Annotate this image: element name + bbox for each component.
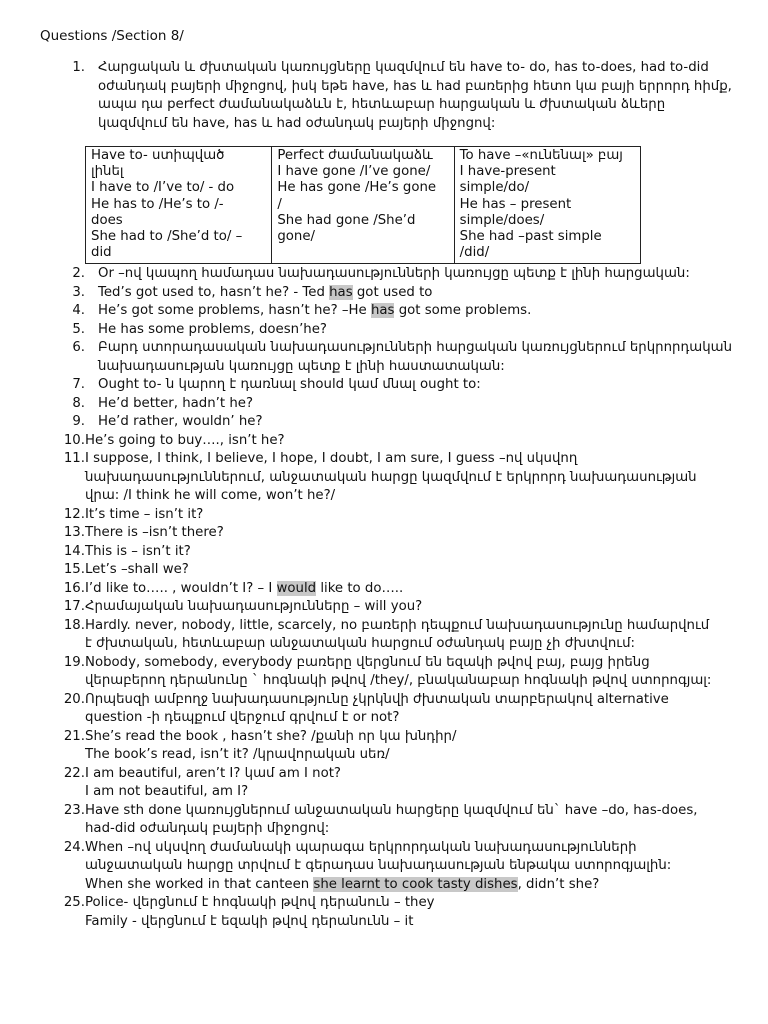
- cell-line: She had to /She’d to/ –: [91, 229, 243, 245]
- item-line: Ted’s got used to, hasn’t he? - Ted has got used to: [98, 284, 433, 300]
- list-item-11: [40, 450, 748, 506]
- list-item-3: [40, 284, 748, 303]
- list-item-19: [40, 654, 748, 691]
- item-line: had-did օժանդակ բայերի միջոցով:: [85, 821, 330, 837]
- item-line: It’s time – isn’t it?: [85, 506, 204, 522]
- item-line: When –ով սկսվող ժամանակի պարագա երկրորդական նախադասությունների: [85, 839, 637, 855]
- list-item-21: [40, 728, 748, 765]
- item-line: This is – isn’t it?: [85, 543, 191, 559]
- list-item-10: [40, 432, 748, 451]
- cell-line: simple/do/: [459, 180, 530, 196]
- highlighted-text: has: [329, 284, 353, 300]
- item-line: question -ի դեպքում վերջում գրվում է or not?: [85, 710, 400, 726]
- item-number: 14.: [63, 543, 85, 559]
- list-item-1: [40, 59, 748, 133]
- item-1-line: կազմվում են have, has և had օժանդակ բայերի միջոցով:: [98, 115, 496, 131]
- item-number: 19.: [63, 654, 85, 670]
- item-1-line: ապա դա perfect ժամանակաձևն է, հետևաբար հարցական և ժխտական ձևերը: [98, 97, 666, 112]
- list-item-17: [40, 598, 748, 617]
- item-number: 7.: [72, 377, 85, 393]
- item-line: է ժխտական, հետևաբար անջատական հարցում օժանդակ բայը չի ժխտվում:: [85, 636, 635, 652]
- list-item-4: [40, 302, 748, 321]
- cell-line: /: [277, 196, 282, 212]
- list-item-20: [40, 691, 748, 728]
- item-line: Բարդ ստորադասական նախադասությունների հարցական կառույցներում երկրորդական: [98, 340, 733, 356]
- cell-line: To have –«ունենալ» բայ: [459, 148, 623, 163]
- item-line: She’s read the book , hasn’t she? /քանի որ կա խնդիր/: [85, 728, 457, 744]
- item-number: 25.: [63, 895, 85, 911]
- list-item-6: [40, 339, 748, 376]
- cell-line: Have to- ստիպված: [91, 148, 225, 163]
- item-number: 3.: [72, 284, 85, 300]
- cell-line: He has to /He’s to /-: [91, 196, 224, 212]
- item-number: 23.: [63, 802, 85, 818]
- cell-line: I have to /I’ve to/ - do: [91, 180, 235, 196]
- item-line: Hardly. never, nobody, little, scarcely, no բառերի դեպքում նախադասությունը համարվում: [85, 617, 710, 633]
- item-line: Or –ով կապող համադաս նախադասությունների կառույցը պետք է լինի հարցական:: [98, 266, 690, 282]
- highlighted-text: she learnt to cook tasty dishes: [313, 876, 518, 892]
- cell-line: She had –past simple: [459, 229, 602, 245]
- cell-line: I have gone /I’ve gone/: [277, 164, 431, 180]
- item-line: Nobody, somebody, everybody բառերը վերցնում են եզակի թվով բայ, բայց իրենց: [85, 654, 650, 670]
- item-line: I am not beautiful, am I?: [85, 784, 249, 800]
- item-line: He’s going to buy…., isn’t he?: [85, 432, 285, 448]
- list-item-9: [40, 413, 748, 432]
- list-item-25: [40, 894, 748, 931]
- item-number: 5.: [72, 321, 85, 337]
- item-line: I suppose, I think, I believe, I hope, I doubt, I am sure, I guess –ով սկսվող: [85, 451, 578, 467]
- item-number: 24.: [63, 839, 85, 855]
- rules-list: [40, 59, 748, 931]
- item-line: Family - վերցնում է եզակի թվով դերանունն – it: [85, 913, 414, 929]
- item-line: վերաբերող դերանունը ` հոգնակի թվով /they/, բնականաբար հոգնակի թվով ստորոգյալ:: [85, 673, 712, 689]
- table-cell-to-have: [454, 147, 640, 264]
- list-item-8: [40, 395, 748, 414]
- list-item-23: [40, 802, 748, 839]
- list-item-24: [40, 839, 748, 895]
- cell-line: /did/: [459, 245, 490, 261]
- item-line: նախադասության կառույցը պետք է լինի հաստատական:: [98, 358, 505, 374]
- item-number: 20.: [63, 691, 85, 707]
- item-line: He has some problems, doesn’he?: [98, 321, 327, 337]
- grammar-table: [85, 146, 641, 264]
- grammar-table-wrap: [85, 146, 748, 264]
- item-line: Որպեսզի ամբողջ նախադասությունը չկրկնվի ժխտական տարբերակով alternative: [85, 691, 669, 707]
- item-line: I’d like to….. , wouldn’t I? – I would like to do…..: [85, 580, 404, 596]
- cell-line: I have-present: [459, 164, 556, 180]
- cell-line: simple/does/: [459, 212, 545, 228]
- list-item-22: [40, 765, 748, 802]
- item-1-line: օժանդակ բայերի միջոցով, իսկ եթե have, has և had բառերից հետո կա բայի երրորդ հիմք,: [98, 78, 732, 94]
- table-cell-have-to: [86, 147, 272, 264]
- list-item-14: [40, 543, 748, 562]
- item-line: He’d rather, wouldn’ he?: [98, 414, 263, 430]
- item-line: He’d better, hadn’t he?: [98, 395, 253, 411]
- item-number: 12.: [63, 506, 85, 522]
- item-line: Ought to- ն կարող է դառնալ should կամ մնալ ought to:: [98, 377, 481, 393]
- item-line: He’s got some problems, hasn’t he? –He has got some problems.: [98, 303, 532, 319]
- item-line: Have sth done կառույցներում անջատական հարցերը կազմվում են` have –do, has-does,: [85, 802, 698, 818]
- item-number: 22.: [63, 765, 85, 781]
- cell-line: gone/: [277, 229, 315, 245]
- list-item-16: [40, 580, 748, 599]
- rules-items: [40, 265, 748, 931]
- item-number: 11.: [63, 451, 85, 467]
- highlighted-text: has: [370, 303, 395, 319]
- list-item-12: [40, 506, 748, 525]
- item-number: 13.: [63, 525, 85, 541]
- item-line: The book’s read, isn’t it? /կրավորական սեռ/: [85, 747, 390, 763]
- item-line: անջատական հարցը տրվում է գերադաս նախադասության ենթակա ստորոգյալին:: [85, 858, 672, 874]
- item-line: Let’s –shall we?: [85, 562, 189, 578]
- item-number: 4.: [72, 303, 85, 319]
- item-number: 2.: [72, 266, 85, 282]
- item-number: 8.: [72, 395, 85, 411]
- item-1-line: Հարցական և ժխտական կառույցները կազմվում են have to- do, has to-does, had to-did: [98, 60, 709, 75]
- item-number: 15.: [63, 562, 85, 578]
- table-cell-perfect: [272, 147, 454, 264]
- item-number: 21.: [63, 728, 85, 744]
- item-line: Հրամայական նախադասությունները – will you?: [85, 599, 423, 615]
- item-number: 9.: [72, 414, 85, 430]
- item-number: 1.: [72, 60, 85, 75]
- cell-line: did: [91, 245, 112, 261]
- cell-line: She had gone /She’d: [277, 212, 416, 228]
- cell-line: He has – present: [459, 196, 572, 212]
- cell-line: Perfect ժամանակաձև: [277, 148, 433, 163]
- list-item-7: [40, 376, 748, 395]
- list-item-15: [40, 561, 748, 580]
- list-item-5: [40, 321, 748, 340]
- item-number: 16.: [63, 580, 85, 596]
- highlighted-text: would: [276, 580, 317, 596]
- item-line: There is –isn’t there?: [85, 525, 224, 541]
- list-item-18: [40, 617, 748, 654]
- item-number: 6.: [72, 340, 85, 356]
- item-line: վրա: /I think he will come, won’t he?/: [85, 488, 336, 504]
- item-number: 17.: [63, 599, 85, 615]
- cell-line: լինել: [91, 164, 124, 180]
- item-line: When she worked in that canteen she learnt to cook tasty dishes, didn’t she?: [85, 876, 600, 892]
- item-line: Police- վերցնում է հոգնակի թվով դերանուն – they: [85, 895, 435, 911]
- page-heading: Questions /Section 8/: [40, 28, 184, 44]
- list-item-2: [40, 265, 748, 284]
- item-line: նախադասություններում, անջատական հարցը կազմվում է երկրորդ նախադասության: [85, 469, 697, 485]
- cell-line: He has gone /He’s gone: [277, 180, 437, 196]
- item-number: 18.: [63, 617, 85, 633]
- item-number: 10.: [63, 432, 85, 448]
- cell-line: does: [91, 212, 123, 228]
- item-line: I am beautiful, aren’t I? կամ am I not?: [85, 765, 341, 781]
- list-item-13: [40, 524, 748, 543]
